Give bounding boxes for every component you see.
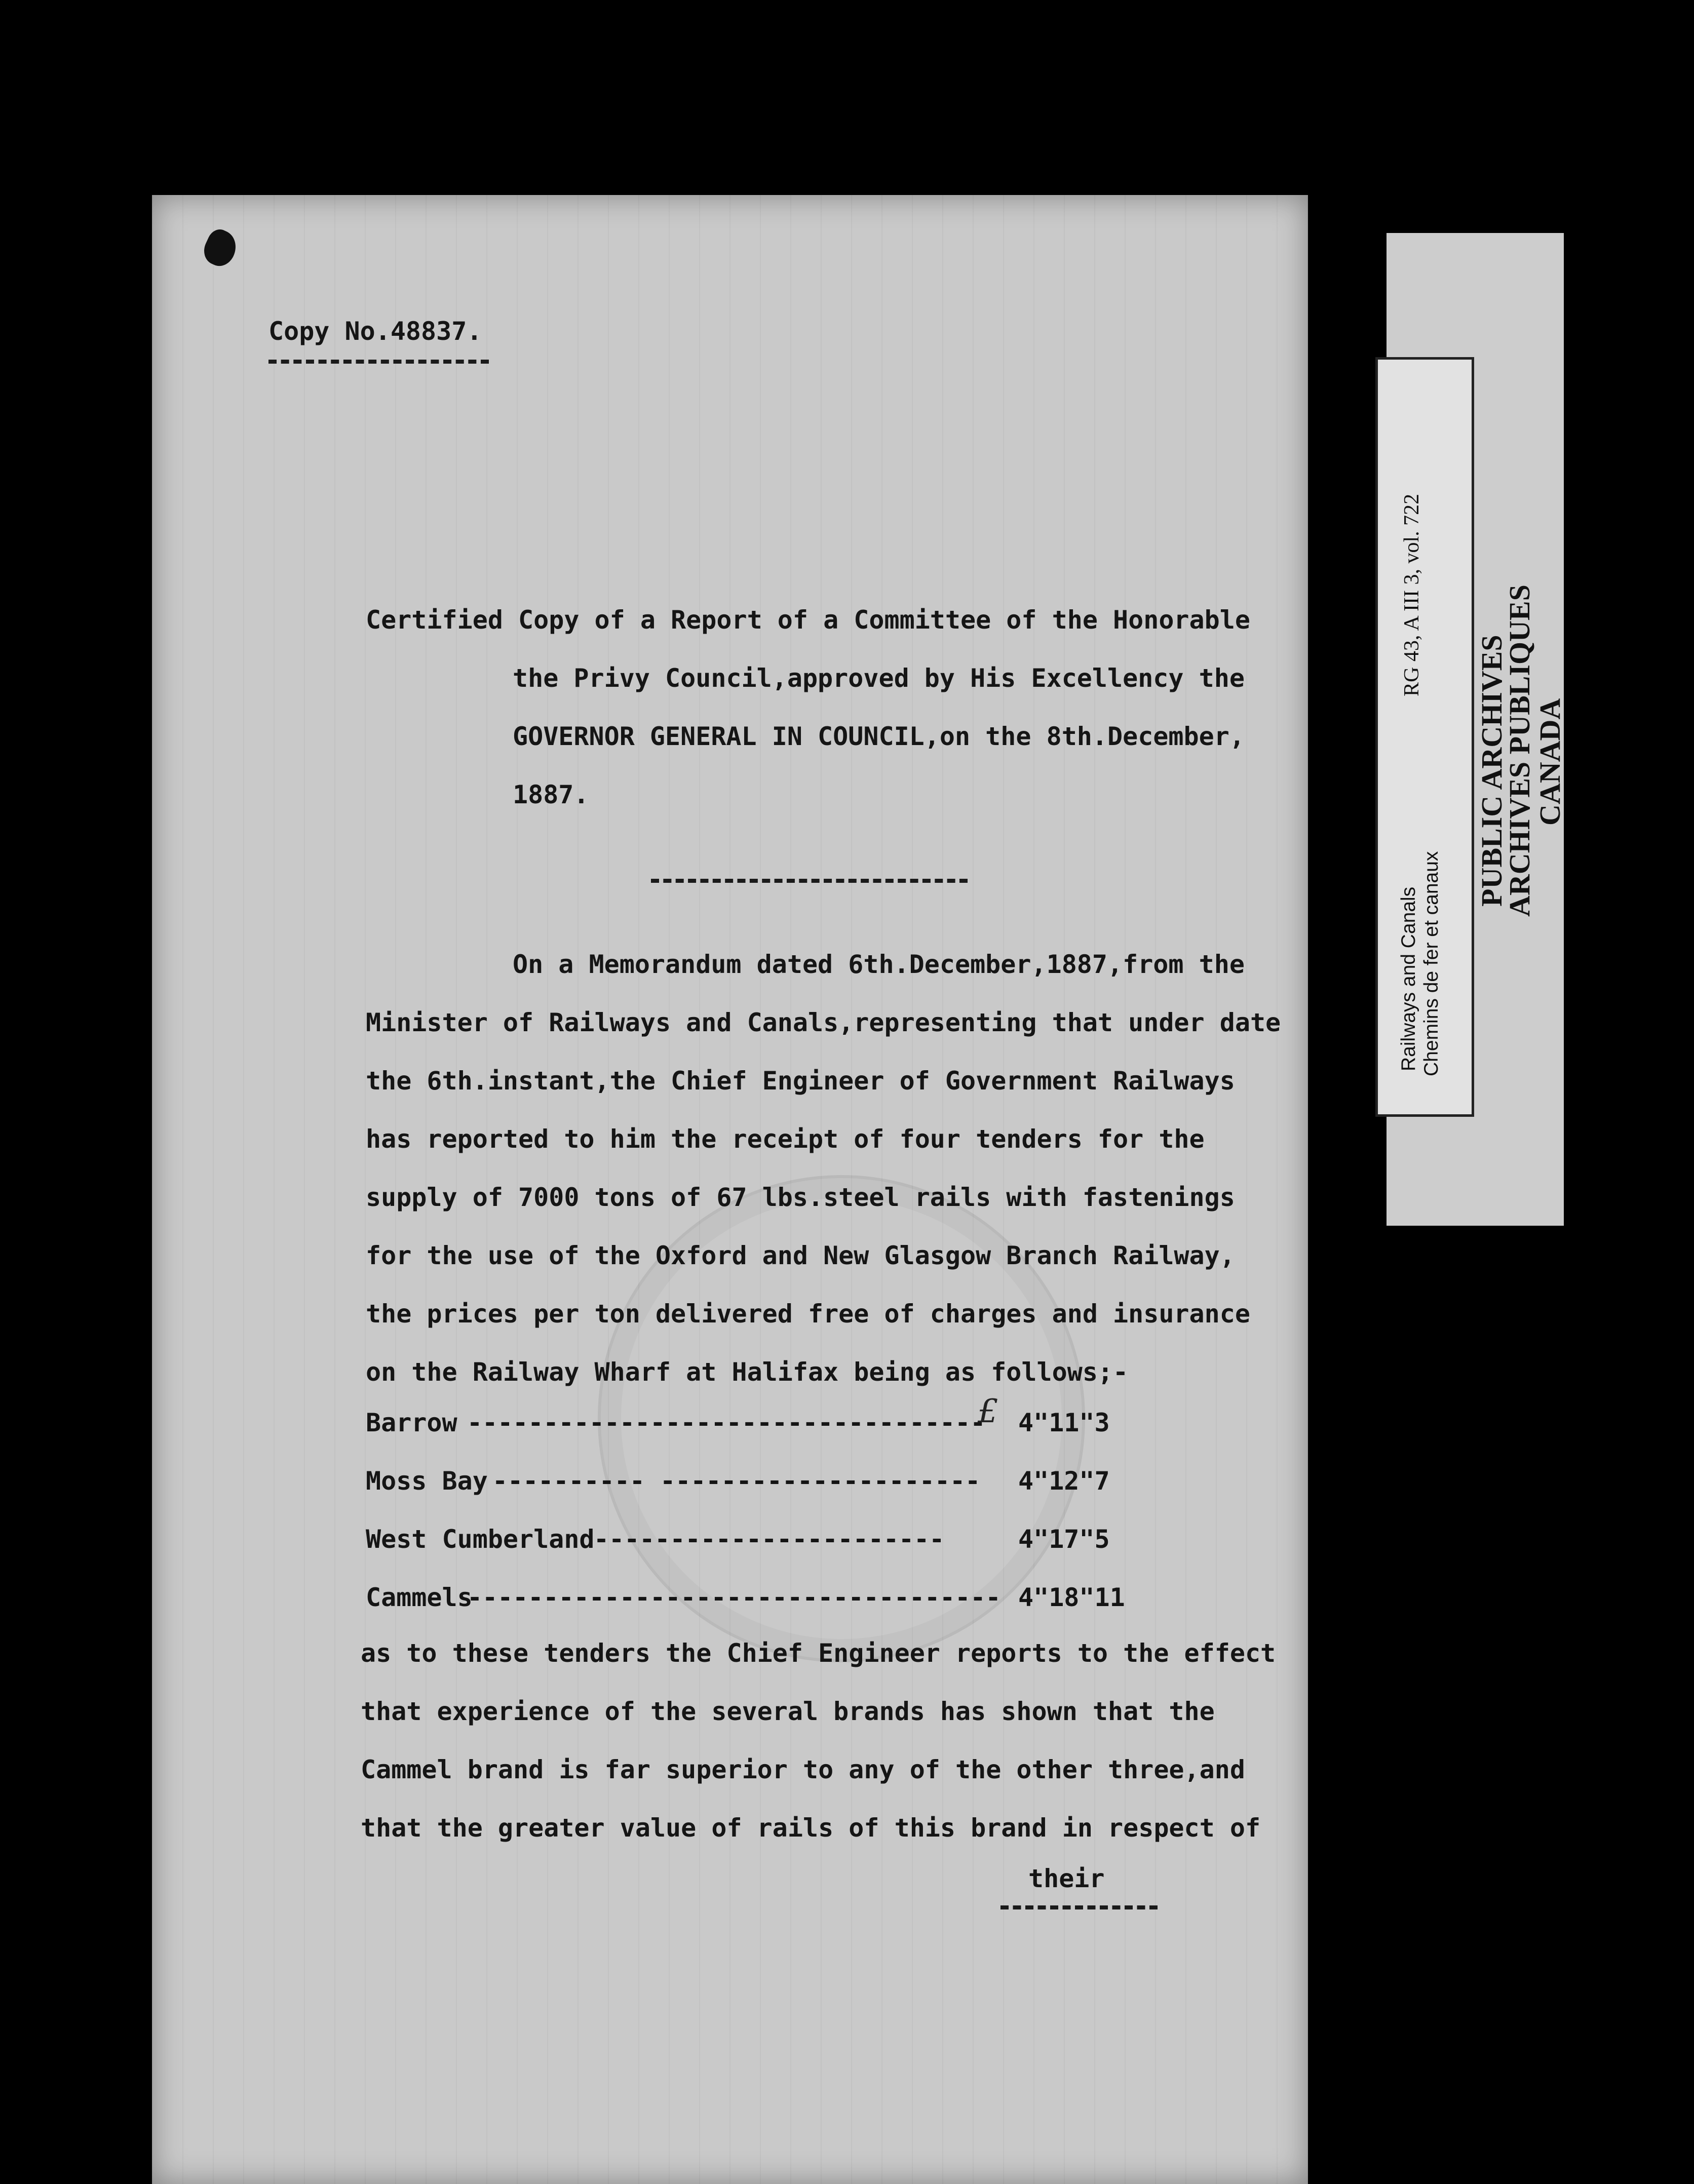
body-line-6: for the use of the Oxford and New Glasgow Branch Railway,: [366, 1241, 1235, 1270]
body-line-2: Minister of Railways and Canals,representing that under date: [366, 1008, 1281, 1037]
tender-leader: ---------- ---------------------: [492, 1466, 981, 1496]
pound-sign: £: [978, 1393, 998, 1430]
tender-leader: -----------------------------------: [467, 1583, 1001, 1612]
tender-leader: ----------------------------------: [467, 1408, 986, 1437]
section-divider: [651, 879, 968, 883]
tender-name: Barrow: [366, 1408, 457, 1437]
body-line-4: has reported to him the receipt of four tenders for the: [366, 1124, 1205, 1154]
heading-line-3: GOVERNOR GENERAL IN COUNCIL,on the 8th.December,: [513, 722, 1245, 751]
tender-price: 4"11"3: [1018, 1408, 1110, 1437]
tender-leader: -----------------------: [594, 1525, 945, 1554]
series-en: Railways and Canals: [1398, 886, 1419, 1071]
archive-name-fr: ARCHIVES PUBLIQUES: [1503, 584, 1536, 917]
copy-number: Copy No.48837.: [268, 317, 482, 346]
tender-price: 4"18"11: [1018, 1583, 1125, 1612]
tender-name: Moss Bay: [366, 1466, 488, 1496]
closing-line-1: as to these tenders the Chief Engineer reports to the effect: [361, 1639, 1276, 1668]
body-line-1: On a Memorandum dated 6th.December,1887,from the: [513, 950, 1245, 979]
body-line-3: the 6th.instant,the Chief Engineer of Government Railways: [366, 1066, 1235, 1096]
heading-line-2: the Privy Council,approved by His Excellency the: [513, 664, 1245, 693]
heading-line-4: 1887.: [513, 780, 589, 809]
tender-price: 4"12"7: [1018, 1466, 1110, 1496]
catchword: their: [1028, 1864, 1105, 1893]
body-line-5: supply of 7000 tons of 67 lbs.steel rails with fastenings: [366, 1183, 1235, 1212]
archive-country: CANADA: [1533, 698, 1566, 826]
series-fr: Chemins de fer et canaux: [1420, 851, 1442, 1076]
closing-line-3: Cammel brand is far superior to any of the other three,and: [361, 1755, 1245, 1784]
tender-price: 4"17"5: [1018, 1525, 1110, 1554]
body-line-8: on the Railway Wharf at Halifax being as follows;-: [366, 1357, 1129, 1387]
closing-line-2: that experience of the several brands has shown that the: [361, 1697, 1215, 1726]
closing-line-4: that the greater value of rails of this brand in respect of: [361, 1813, 1261, 1843]
catchword-underline: [1000, 1905, 1158, 1909]
archive-name-en: PUBLIC ARCHIVES: [1475, 635, 1508, 907]
body-line-7: the prices per ton delivered free of charges and insurance: [366, 1299, 1250, 1329]
tender-name: Cammels: [366, 1583, 473, 1612]
copy-number-underline: [268, 360, 489, 364]
heading-line-1: Certified Copy of a Report of a Committee of the Honorable: [366, 605, 1250, 635]
archive-reference: RG 43, A III 3, vol. 722: [1400, 493, 1423, 696]
tender-name: West Cumberland: [366, 1525, 595, 1554]
